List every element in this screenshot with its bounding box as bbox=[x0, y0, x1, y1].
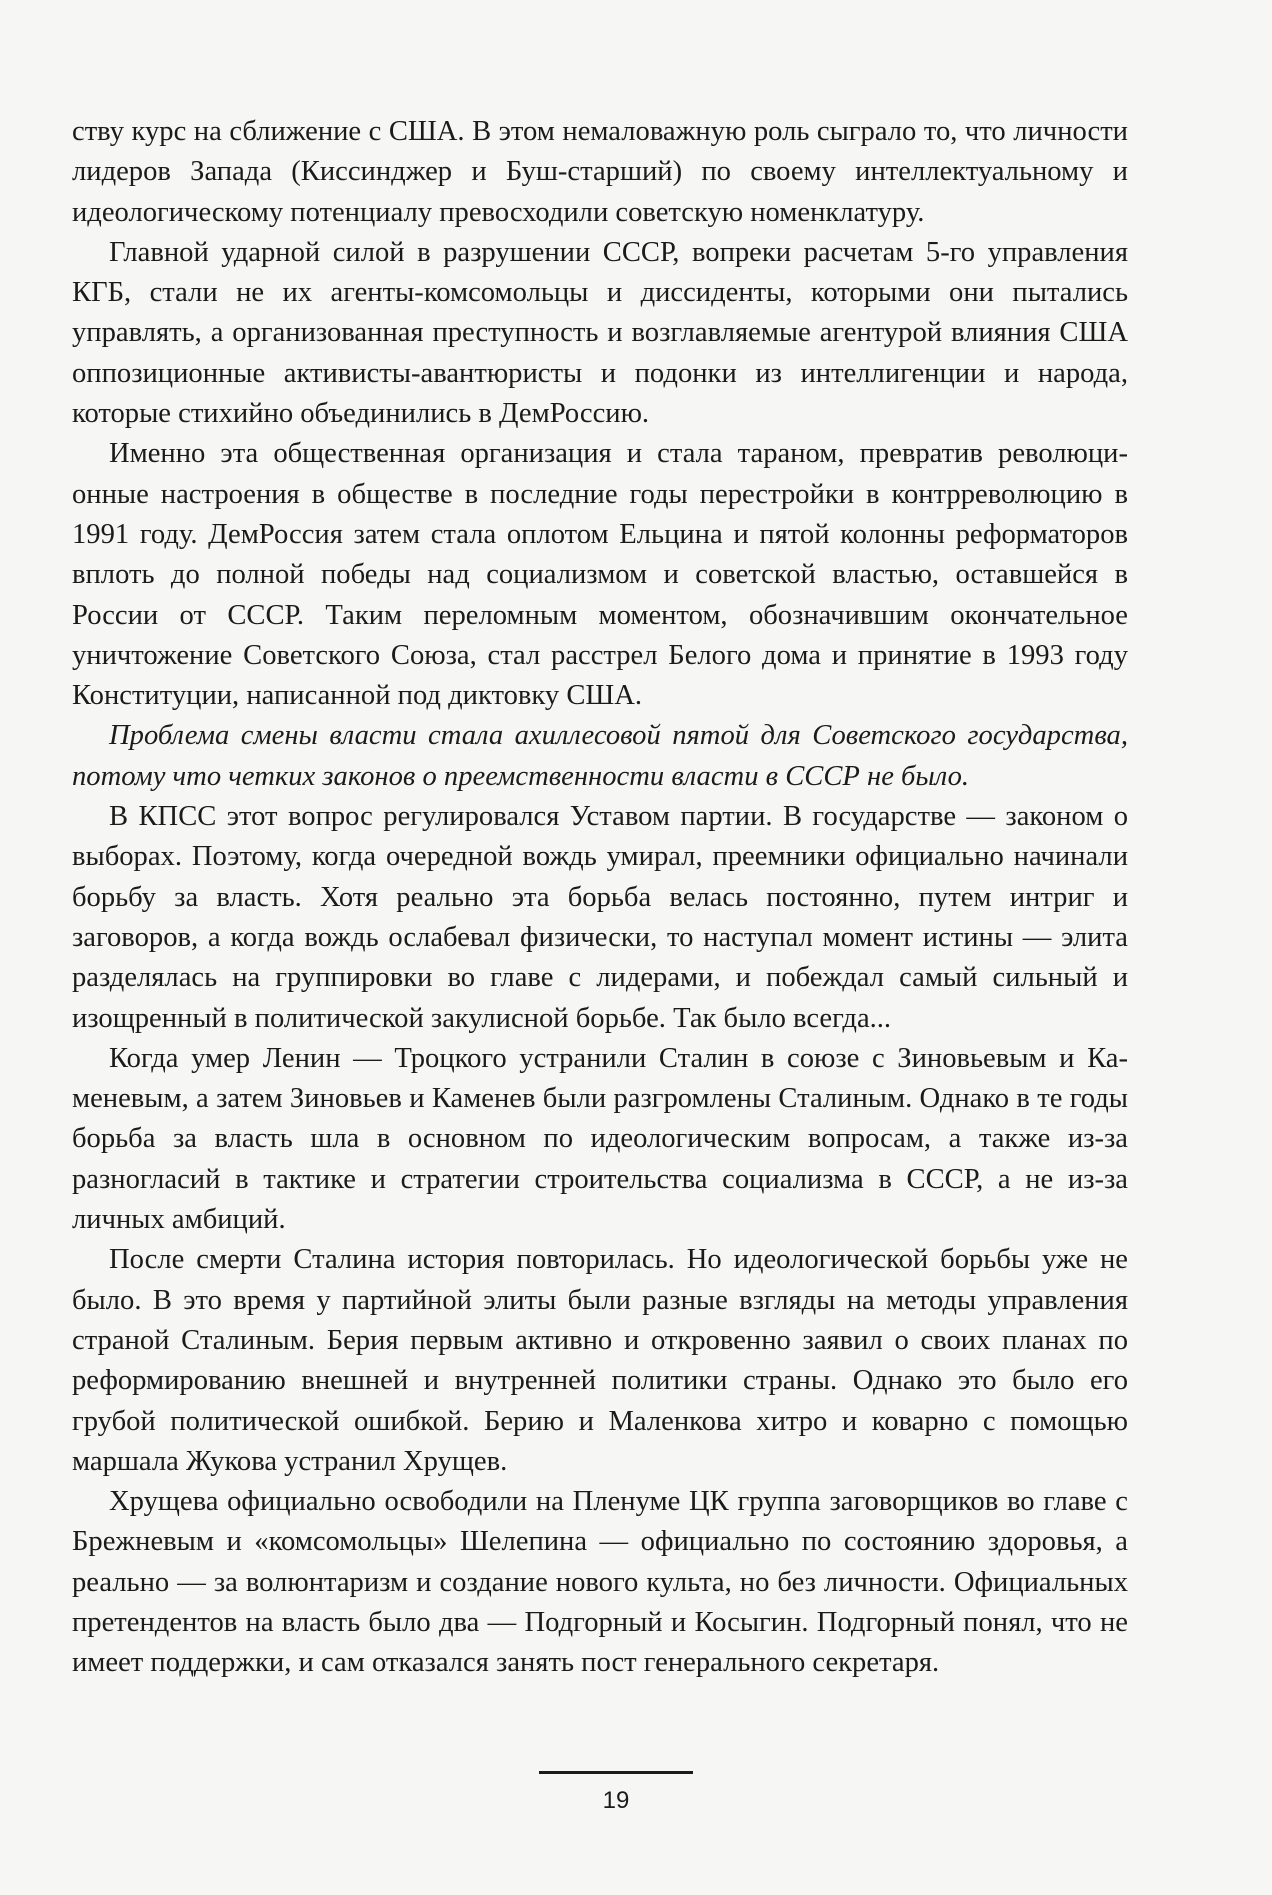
page-number: 19 bbox=[602, 1787, 630, 1814]
paragraph-6: Когда умер Ленин — Троцкого устранили Сталин в союзе с Зиновьевым и Каменевым, а затем Зиновьев и Каменев были разгромлены Сталиным. Однако в те годы борьба за власть шла в основном по идеологическим вопросам, а также из-за разногласий в тактике и стратегии строительства социализма в СССР, а не из-за личных амбиций. bbox=[72, 1042, 1128, 1236]
paragraph-8: Хрущева официально освободили на Пленуме ЦК группа заговорщиков во главе с Брежневым и «комсомольцы» Шелепина — официально по состоянию здоровья, а реально — за волюнтаризм и создание нового культа, но без личности. Официальных претендентов на власть было два — Подгорный и Косыгин. Подгорный понял, что не имеет поддержки, и сам отказался занять пост генерального секретаря. bbox=[72, 1486, 1128, 1679]
paragraph-3: Именно эта общественная организация и стала тараном, превратив революционные настроения в обществе в последние годы перестройки в контрреволюцию в 1991 году. ДемРоссия затем стала оплотом Ельцина и пятой колонны реформаторов вплоть до полной победы над социализмом и советской властью, оставшейся в России от СССР. Таким переломным моментом, обозначившим окончательное уничтожение Советского Союза, стал расстрел Белого дома и принятие в 1993 году Конституции, написанной под диктовку США. bbox=[72, 438, 1128, 712]
body-text bbox=[72, 112, 1128, 1684]
paragraph-4-italic: Проблема смены власти стала ахиллесовой пятой для Советского государства, потому что четких законов о преемственности власти в СССР не было. bbox=[72, 720, 1128, 792]
paragraph-7: После смерти Сталина история повторилась. Но идеологической борьбы уже не было. В это время у партийной элиты были разные взгляды на методы управления страной Сталиным. Берия первым активно и откровенно заявил о своих планах по реформированию внешней и внутренней политики страны. Однако это было его грубой политической ошибкой. Берию и Маленкова хитро и коварно с помощью маршала Жукова устранил Хрущев. bbox=[72, 1244, 1128, 1477]
footer-rule bbox=[539, 1771, 693, 1774]
paragraph-2: Главной ударной силой в разрушении СССР, вопреки расчетам 5-го управления КГБ, стали не их агенты-комсомольцы и диссиденты, которыми они пытались управлять, а организованная преступность и возглавляемые агентурой влияния США оппозиционные активисты-авантюристы и подонки из интеллигенции и народа, которые стихийно объединились в ДемРоссию. bbox=[72, 236, 1128, 430]
paragraph-5: В КПСС этот вопрос регулировался Уставом партии. В государстве — законом о выборах. Поэтому, когда очередной вождь умирал, преемники официально начинали борьбу за власть. Хотя реально эта борьба велась постоянно, путем интриг и заговоров, а когда вождь ослабевал физически, то наступал момент истины — элита разделялась на группировки во главе с лидерами, и побеждал самый сильный и изощренный в политической закулисной борьбе. Так было всегда... bbox=[72, 801, 1128, 1034]
paragraph-1: ству курс на сближение с США. В этом немаловажную роль сыграло то, что личности лидеров Запада (Киссинджер и Буш-старший) по своему интеллектуальному и идеологическому потенциалу превосходили советскую номенклатуру. bbox=[72, 116, 1128, 228]
